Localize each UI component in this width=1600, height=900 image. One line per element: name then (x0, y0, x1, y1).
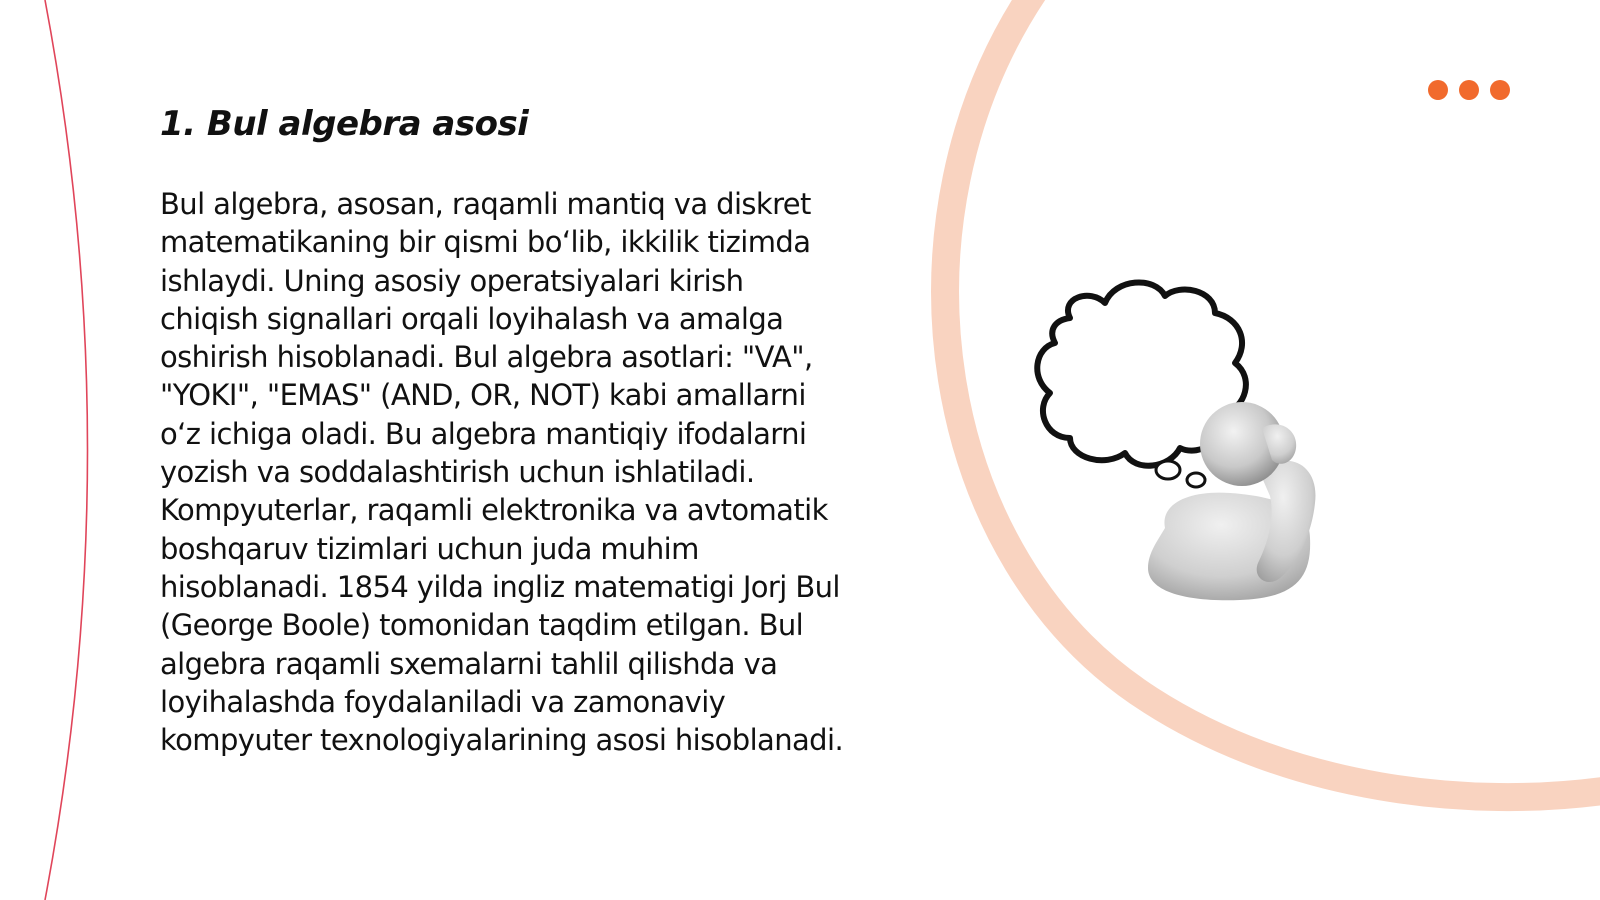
slide-title: 1. Bul algebra asosi (160, 104, 529, 144)
dot (1428, 80, 1448, 100)
slide-body-text: Bul algebra, asosan, raqamli mantiq va diskret matematikaning bir qismi bo‘lib, ikkilik tizimda ishlaydi. Uning asosiy operatsiyalari kirish chiqish signallari orqali loyihalash va amalga oshirish hisoblanadi. Bul algebra asotlari: "VA", "YOKI", "EMAS" (AND, OR, NOT) kabi amallarni o‘z ichiga oladi. Bu algebra mantiqiy ifodalarni yozish va soddalashtirish uchun ishlatiladi. Kompyuterlar, raqamli elektronika va avtomatik boshqaruv tizimlari uchun juda muhim hisoblanadi. 1854 yilda ingliz matematigi Jorj Bul (George Boole) tomonidan taqdim etilgan. Bul algebra raqamli sxemalarni tahlil qilishda va loyihalashda foydalaniladi va zamonaviy kompyuter texnologiyalarining asosi hisoblanadi. (160, 187, 844, 758)
thought-bubble-large (1156, 461, 1180, 479)
left-curve-line (45, 0, 88, 900)
dot (1459, 80, 1479, 100)
thought-bubble-small (1187, 473, 1205, 487)
thinking-person-icon (1030, 278, 1350, 618)
dot (1490, 80, 1510, 100)
ellipsis-icon (1428, 80, 1510, 100)
